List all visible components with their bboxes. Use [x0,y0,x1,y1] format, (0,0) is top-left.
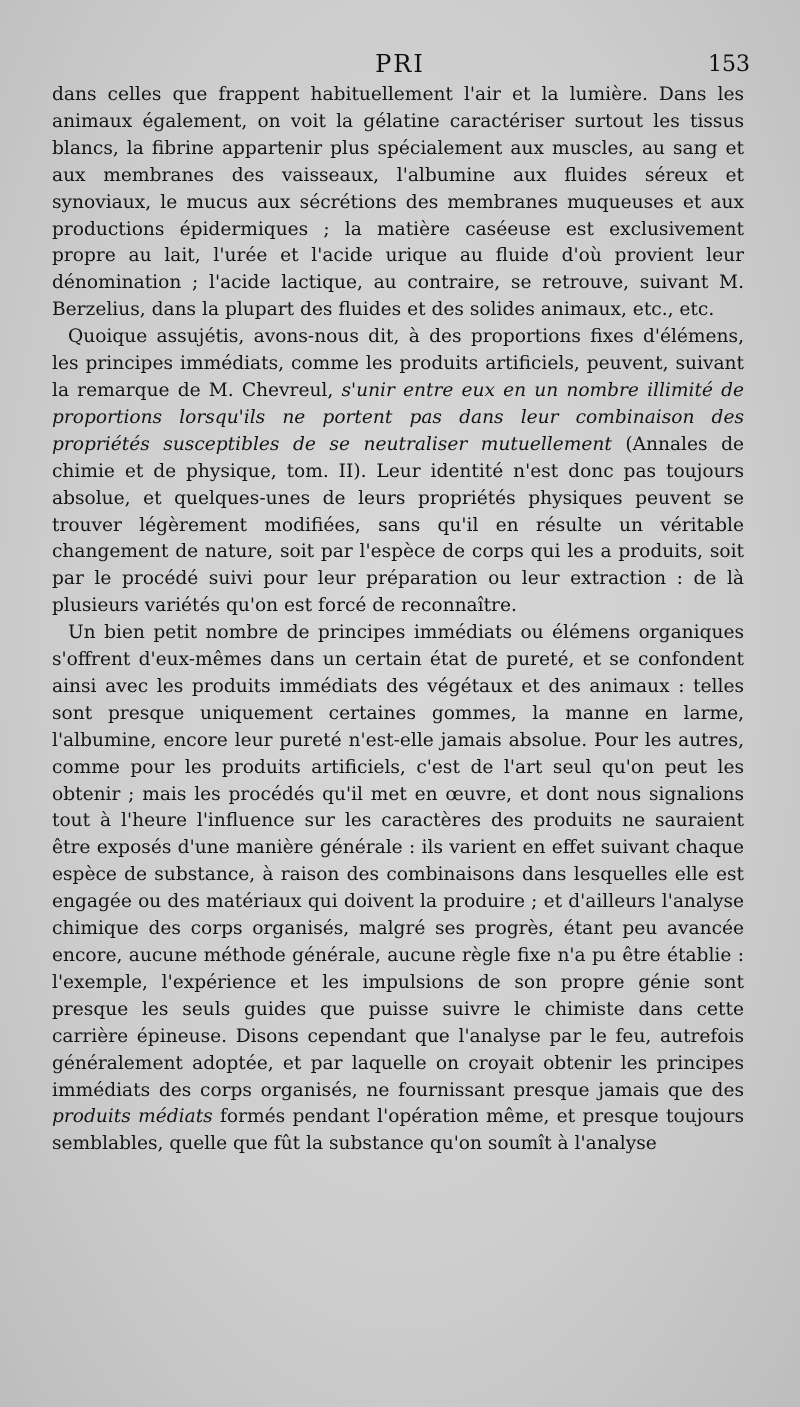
paragraph-2 [52,324,744,620]
text-run: dans celles que frappent habituellement l'air et la lumière. Dans les animaux également, on voit la gélatine caractériser surtout les tissus blancs, la fibrine appartenir plus spécialement aux muscles, au sang et aux membranes des vaisseaux, l'albumine aux fluides séreux et synoviaux, le mucus aux sécrétions des membranes muqueuses et aux productions épidermiques ; la matière caséeuse est exclusivement propre au lait, l'urée et l'acide urique au fluide d'où provient leur dénomination ; l'acide lactique, au contraire, se retrouve, suivant M. Berzelius, dans la plupart des fluides et des solides animaux, etc., etc. [52,84,744,321]
body-text [52,82,744,1158]
text-run: Un bien petit nombre de principes immédiats ou élémens organiques s'offrent d'eux-mêmes dans un certain état de pureté, et se confondent ainsi avec les produits immédiats des végétaux et des animaux : telles sont presque uniquement certaines gommes, la manne en larme, l'albumine, encore leur pureté n'est-elle jamais absolue. Pour les autres, comme pour les produits artificiels, c'est de l'art seul qu'on peut les obtenir ; mais les procédés qu'il met en œuvre, et dont nous signalions tout à l'heure l'influence sur les caractères des produits ne sauraient être exposés d'une manière générale : ils varient en effet suivant chaque espèce de substance, à raison des combinaisons dans lesquelles elle est engagée ou des matériaux qui doivent la produire ; et d'ailleurs l'analyse chimique des corps organisés, malgré ses progrès, étant peu avancée encore, aucune méthode générale, aucune règle fixe n'a pu être établie : l'exemple, l'expérience et les impulsions de son propre génie sont presque les seuls guides que puisse suivre le chimiste dans cette carrière épineuse. Disons cependant que l'analyse par le feu, autrefois généralement adoptée, et par laquelle on croyait obtenir les principes immédiats des corps organisés, ne fournissant presque jamais que des [52,622,744,1101]
page-header [0,50,800,84]
running-title: PRI [375,50,425,78]
italic-quote: s'unir entre eux en un nombre illimité de proportions lorsqu'ils ne portent pas dans leur combinaison des propriétés susceptibles de se neutraliser mutuellement [52,379,744,455]
text-run: Quoique assujétis, avons-nous dit, à des proportions fixes d'élémens, les principes immédiats, comme les produits artificiels, peuvent, suivant la remarque de M. Chevreul, [52,326,744,401]
paragraph-1 [52,82,744,324]
page-number: 153 [708,52,750,77]
italic-term: produits médiats [52,1106,213,1128]
paragraph-3 [52,620,744,1158]
text-run: (Annales de chimie et de physique, tom. II). Leur identité n'est donc pas toujours absolue, et quelques-unes de leurs propriétés physiques peuvent se trouver légèrement modifiées, sans qu'il en résulte un véritable changement de nature, soit par l'espèce de corps qui les a produits, soit par le procédé suivi pour leur préparation ou leur extraction : de là plusieurs variétés qu'on est forcé de reconnaître. [52,433,744,617]
text-run: formés pendant l'opération même, et presque toujours semblables, quelle que fût la substance qu'on soumît à l'analyse [52,1106,744,1155]
